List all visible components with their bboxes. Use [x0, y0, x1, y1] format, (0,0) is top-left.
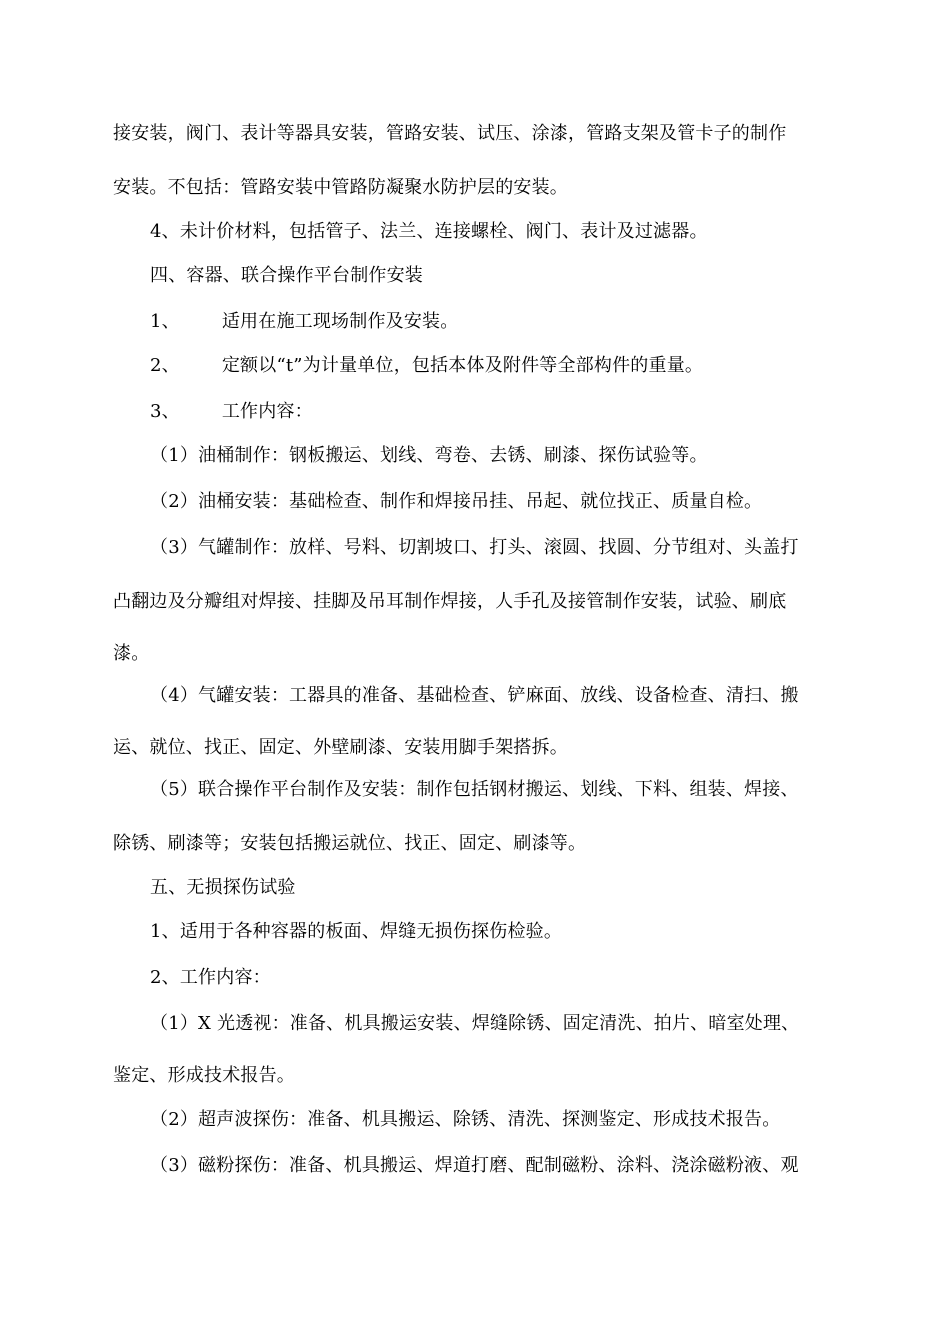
text-line: 1、适用于各种容器的板面、焊缝无损伤探伤检验。 [150, 921, 563, 942]
item-number: 1、 [150, 311, 180, 332]
text-line: 除锈、刷漆等；安装包括搬运就位、找正、固定、刷漆等。 [113, 833, 587, 854]
text-line: 凸翻边及分瓣组对焊接、挂脚及吊耳制作焊接，人手孔及接管制作安装，试验、刷底 [113, 591, 787, 612]
item-text: 适用在施工现场制作及安装。 [221, 311, 459, 332]
text-line: （3）气罐制作：放样、号料、切割坡口、打头、滚圆、找圆、分节组对、头盖打 [150, 537, 799, 558]
text-line: 安装。不包括：管路安装中管路防凝聚水防护层的安装。 [113, 177, 568, 198]
text-line: 2、工作内容： [150, 967, 271, 988]
item-number: 3、 [150, 401, 180, 422]
numbered-item [150, 400, 313, 424]
text-line: （4）气罐安装：工器具的准备、基础检查、铲麻面、放线、设备检查、清扫、搬 [150, 685, 799, 706]
item-text: 工作内容： [221, 401, 313, 422]
text-line: （5）联合操作平台制作及安装：制作包括钢材搬运、划线、下料、组装、焊接、 [150, 779, 799, 800]
text-line: 运、就位、找正、固定、外壁刷漆、安装用脚手架搭拆。 [113, 737, 568, 758]
section-heading: 四、容器、联合操作平台制作安装 [150, 265, 423, 286]
numbered-item [150, 354, 703, 378]
item-number: 2、 [150, 355, 180, 376]
text-line: （2）超声波探伤：准备、机具搬运、除锈、清洗、探测鉴定、形成技术报告。 [150, 1109, 781, 1130]
item-text: 定额以“t”为计量单位，包括本体及附件等全部构件的重量。 [221, 355, 704, 376]
text-line: 漆。 [113, 643, 150, 664]
text-line: （3）磁粉探伤：准备、机具搬运、焊道打磨、配制磁粉、涂料、浇涂磁粉液、观 [150, 1155, 799, 1176]
text-line: （1）X 光透视：准备、机具搬运安装、焊缝除锈、固定清洗、拍片、暗室处理、 [150, 1013, 800, 1034]
text-line: 4、未计价材料，包括管子、法兰、连接螺栓、阀门、表计及过滤器。 [150, 221, 708, 242]
text-line: 鉴定、形成技术报告。 [113, 1065, 295, 1086]
text-line: （1）油桶制作：钢板搬运、划线、弯卷、去锈、刷漆、探伤试验等。 [150, 445, 708, 466]
text-line: 接安装，阀门、表计等器具安装，管路安装、试压、涂漆，管路支架及管卡子的制作 [113, 123, 787, 144]
text-line: （2）油桶安装：基础检查、制作和焊接吊挂、吊起、就位找正、质量自检。 [150, 491, 763, 512]
numbered-item [150, 310, 458, 334]
section-heading: 五、无损探伤试验 [150, 877, 296, 898]
